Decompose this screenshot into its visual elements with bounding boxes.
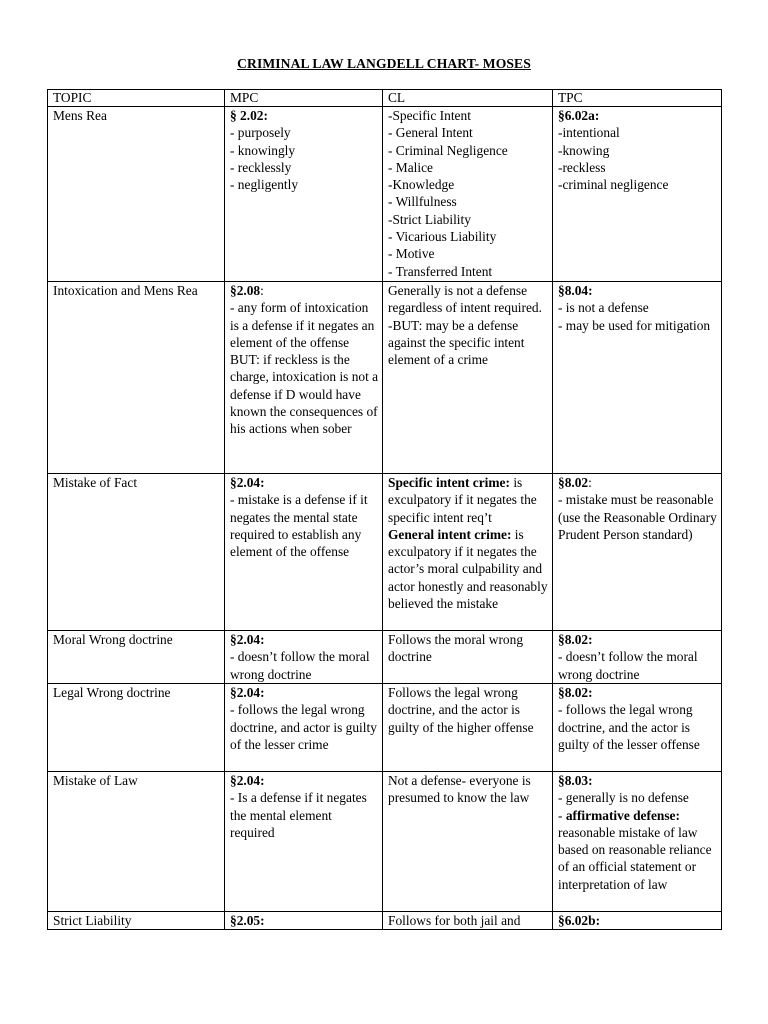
cell-line: -Specific Intent [388,108,471,123]
cell-line: - may be used for mitigation [558,317,711,333]
page-title: CRIMINAL LAW LANGDELL CHART- MOSES [237,56,531,71]
tpc-cell [553,631,722,684]
bold-label: affirmative defense: [565,807,680,823]
cl-cell [383,912,553,930]
cell-line [558,474,718,491]
cl-cell [383,282,553,474]
topic-cell: Moral Wrong doctrine [48,631,225,684]
table-row [48,107,722,282]
cell-line: - generally is no defense [558,790,689,806]
bold-label: §2.04: [230,632,265,647]
table-row [48,474,722,631]
topic-cell: Mens Rea [48,107,225,282]
cell-line: - Vicarious Liability [388,229,497,245]
mpc-cell [225,772,383,912]
cell-line: - is not a defense [558,300,649,316]
tpc-cell [553,107,722,282]
cell-line: - doesn’t follow the moral wrong doctrine [558,649,701,682]
header-mpc: MPC [225,90,383,107]
mpc-cell [225,912,383,930]
cl-cell [383,631,553,684]
header-tpc: TPC [553,90,722,107]
cell-line [388,526,549,612]
cell-line: -criminal negligence [558,177,669,193]
topic-cell: Intoxication and Mens Rea [48,282,225,474]
table-body [48,107,722,930]
cl-cell [383,772,553,912]
cell-line: - General Intent [388,125,473,141]
cell-line: - any form of intoxication is a defense if it negates an element of the offense BUT: if reckless is the charge, intoxication is not a defense if D would have known the consequences of his actions when sober [230,300,382,437]
cell-line: reasonable mistake of law based on reasonable reliance of an official statement or interpretation of law [558,824,715,892]
cell-line: - Transferred Intent [388,263,493,279]
bold-label: §8.02: [558,632,593,647]
table-row [48,772,722,912]
cell-line: - purposely [230,125,291,141]
bold-label: General intent crime: [388,526,512,542]
header-topic: TOPIC [48,90,225,107]
cell-line [388,474,549,526]
cell-line [558,282,718,299]
tpc-cell [553,772,722,912]
bold-label: Specific intent crime: [388,475,510,490]
cell-line: -reckless [558,159,606,175]
bold-label: §6.02b: [558,913,601,928]
cell-line [558,912,718,928]
bold-label: §2.08 [230,283,261,298]
cell-line: -knowing [558,142,610,158]
cell-line: - doesn’t follow the moral wrong doctrine [230,649,373,682]
tpc-cell [553,474,722,631]
topic-cell: Mistake of Fact [48,474,225,631]
bold-label: §6.02a: [558,108,600,123]
plain-text: : [260,283,264,298]
bold-label: § 2.02: [230,108,268,123]
cell-line [558,807,718,824]
mpc-cell [225,107,383,282]
table-header-row [48,90,722,107]
cell-line: Follows the legal wrong doctrine, and the actor is guilty of the higher offense [388,685,534,735]
cell-line: - follows the legal wrong doctrine, and actor is guilty of the lesser crime [230,702,381,752]
cell-line: - Willfulness [388,194,457,210]
mpc-cell [225,282,383,474]
bold-label: §8.03: [558,773,593,788]
plain-text: is exculpatory if it negates the specific intent req’t [388,475,541,525]
cell-line: - Is a defense if it negates the mental element required [230,790,371,840]
cell-line [230,684,379,701]
plain-text: is exculpatory if it negates the actor’s moral culpability and actor honestly and reasonably believed the mistake [388,526,551,612]
cell-line: Generally is not a defense regardless of intent required. [388,283,542,316]
plain-text: - [558,807,566,823]
table-row [48,912,722,930]
cell-line [230,631,379,648]
cell-line: - follows the legal wrong doctrine, and the actor is guilty of the lesser offense [558,702,700,752]
cell-line: - recklessly [230,159,292,175]
cell-line: - Criminal Negligence [388,142,508,158]
tpc-cell [553,282,722,474]
topic-cell: Strict Liability [48,912,225,930]
mpc-cell [225,631,383,684]
bold-label: §8.02 [558,475,589,490]
cell-line: - knowingly [230,142,296,158]
cell-line: -Strict Liability [388,211,471,227]
tpc-cell [553,684,722,772]
cell-line [230,107,379,124]
cell-line: Not a defense- everyone is presumed to know the law [388,773,535,806]
cell-line [558,772,718,789]
mpc-cell [225,474,383,631]
cell-line [230,474,379,491]
header-cl: CL [383,90,553,107]
cl-cell [383,684,553,772]
cell-line: - negligently [230,177,299,193]
mpc-cell [225,684,383,772]
bold-label: §2.04: [230,475,265,490]
cell-line: - mistake must be reasonable (use the Reasonable Ordinary Prudent Person standard) [558,492,721,542]
cell-line [230,912,379,928]
cell-line: - Malice [388,159,433,175]
table-row [48,282,722,474]
bold-label: §2.04: [230,773,265,788]
cell-line: Follows for both jail and [388,913,521,928]
table-row [48,684,722,772]
cell-line [558,631,718,648]
cell-line [230,772,379,789]
plain-text: : [588,475,592,490]
langdell-chart-table [47,89,722,930]
bold-label: §8.04: [558,283,593,298]
cl-cell [383,474,553,631]
cell-line: Follows the moral wrong doctrine [388,632,527,665]
cell-line: - Motive [388,246,435,262]
cell-line: -BUT: may be a defense against the specific intent element of a crime [388,317,528,368]
table-row [48,631,722,684]
cl-cell [383,107,553,282]
topic-cell: Mistake of Law [48,772,225,912]
bold-label: §2.04: [230,685,265,700]
cell-line: - mistake is a defense if it negates the mental state required to establish any element of the offense [230,492,371,560]
tpc-cell [553,912,722,930]
topic-cell: Legal Wrong doctrine [48,684,225,772]
cell-line: -Knowledge [388,177,455,193]
cell-line [558,684,718,701]
cell-line [230,282,379,299]
cell-line [558,107,718,124]
cell-line: -intentional [558,125,620,141]
bold-label: §8.02: [558,685,593,700]
bold-label: §2.05: [230,913,265,928]
